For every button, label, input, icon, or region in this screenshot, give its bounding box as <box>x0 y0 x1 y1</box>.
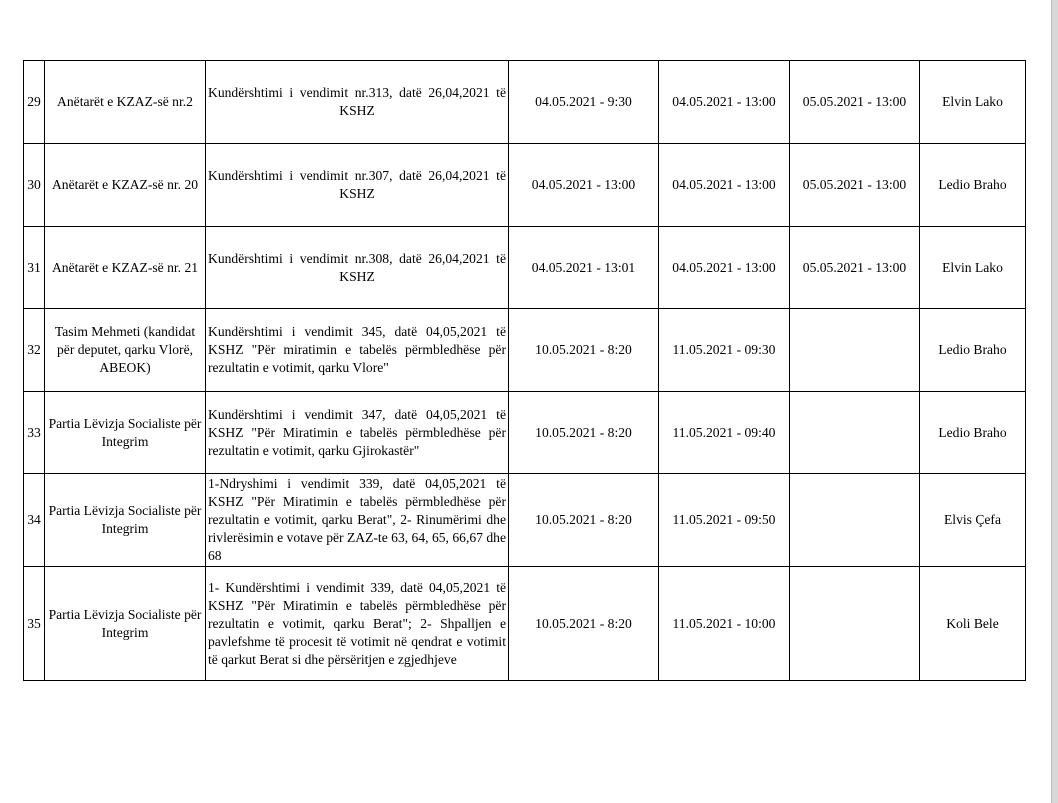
rapporteur: Elvis Çefa <box>920 474 1026 567</box>
page-edge <box>1051 0 1058 803</box>
table-row <box>24 61 1026 144</box>
rapporteur: Koli Bele <box>920 567 1026 681</box>
complainant: Anëtarët e KZAZ-së nr. 20 <box>45 144 206 227</box>
submission-date: 10.05.2021 - 8:20 <box>509 474 659 567</box>
table-row <box>24 567 1026 681</box>
decision-date <box>790 474 920 567</box>
decision-date: 05.05.2021 - 13:00 <box>790 61 920 144</box>
rapporteur: Elvin Lako <box>920 227 1026 309</box>
decision-date <box>790 309 920 392</box>
complaint-subject: Kundërshtimi i vendimit 347, datë 04,05,2021 të KSHZ "Për Miratimin e tabelës përmbledhëse për rezultatin e votimit, qarku Gjirokastër" <box>206 392 509 474</box>
row-number: 35 <box>24 567 45 681</box>
complaints-table <box>23 60 1026 681</box>
hearing-date: 11.05.2021 - 09:30 <box>659 309 790 392</box>
hearing-date: 04.05.2021 - 13:00 <box>659 61 790 144</box>
submission-date: 04.05.2021 - 13:01 <box>509 227 659 309</box>
table-row <box>24 144 1026 227</box>
complaint-subject: Kundërshtimi i vendimit nr.313, datë 26,04,2021 të KSHZ <box>206 61 509 144</box>
decision-date <box>790 567 920 681</box>
hearing-date: 11.05.2021 - 10:00 <box>659 567 790 681</box>
decision-date <box>790 392 920 474</box>
hearing-date: 04.05.2021 - 13:00 <box>659 227 790 309</box>
submission-date: 10.05.2021 - 8:20 <box>509 392 659 474</box>
row-number: 31 <box>24 227 45 309</box>
submission-date: 10.05.2021 - 8:20 <box>509 309 659 392</box>
complaint-subject: Kundërshtimi i vendimit 345, datë 04,05,2021 të KSHZ "Për miratimin e tabelës përmbledhëse për rezultatin e votimit, qarku Vlore" <box>206 309 509 392</box>
decision-date: 05.05.2021 - 13:00 <box>790 144 920 227</box>
complaint-subject: Kundërshtimi i vendimit nr.308, datë 26,04,2021 të KSHZ <box>206 227 509 309</box>
row-number: 32 <box>24 309 45 392</box>
submission-date: 10.05.2021 - 8:20 <box>509 567 659 681</box>
table-row <box>24 474 1026 567</box>
table-row <box>24 309 1026 392</box>
complainant: Partia Lëvizja Socialiste për Integrim <box>45 474 206 567</box>
complaint-subject: 1-Ndryshimi i vendimit 339, datë 04,05,2021 të KSHZ "Për Miratimin e tabelës përmbledhëse për rezultatin e votimit, qarku Berat", 2- Rinumërimi dhe rivlerësimin e votave për ZAZ-te 63, 64, 65, 66,67 dhe 68 <box>206 474 509 567</box>
complainant: Partia Lëvizja Socialiste për Integrim <box>45 567 206 681</box>
decision-date: 05.05.2021 - 13:00 <box>790 227 920 309</box>
row-number: 34 <box>24 474 45 567</box>
submission-date: 04.05.2021 - 13:00 <box>509 144 659 227</box>
rapporteur: Elvin Lako <box>920 61 1026 144</box>
hearing-date: 04.05.2021 - 13:00 <box>659 144 790 227</box>
complainant: Tasim Mehmeti (kandidat për deputet, qarku Vlorë, ABEOK) <box>45 309 206 392</box>
table-row <box>24 392 1026 474</box>
complainant: Anëtarët e KZAZ-së nr.2 <box>45 61 206 144</box>
rapporteur: Ledio Braho <box>920 392 1026 474</box>
complaint-subject: Kundërshtimi i vendimit nr.307, datë 26,04,2021 të KSHZ <box>206 144 509 227</box>
rapporteur: Ledio Braho <box>920 309 1026 392</box>
complainant: Anëtarët e KZAZ-së nr. 21 <box>45 227 206 309</box>
submission-date: 04.05.2021 - 9:30 <box>509 61 659 144</box>
hearing-date: 11.05.2021 - 09:50 <box>659 474 790 567</box>
row-number: 33 <box>24 392 45 474</box>
complainant: Partia Lëvizja Socialiste për Integrim <box>45 392 206 474</box>
row-number: 30 <box>24 144 45 227</box>
hearing-date: 11.05.2021 - 09:40 <box>659 392 790 474</box>
table-row <box>24 227 1026 309</box>
row-number: 29 <box>24 61 45 144</box>
rapporteur: Ledio Braho <box>920 144 1026 227</box>
complaint-subject: 1- Kundërshtimi i vendimit 339, datë 04,05,2021 të KSHZ "Për Miratimin e tabelës përmbledhëse për rezultatin e votimit, qarku Berat"; 2- Shpalljen e pavlefshme të procesit të votimit në qendrat e votimit të qarkut Berat si dhe përsëritjen e zgjedhjeve <box>206 567 509 681</box>
